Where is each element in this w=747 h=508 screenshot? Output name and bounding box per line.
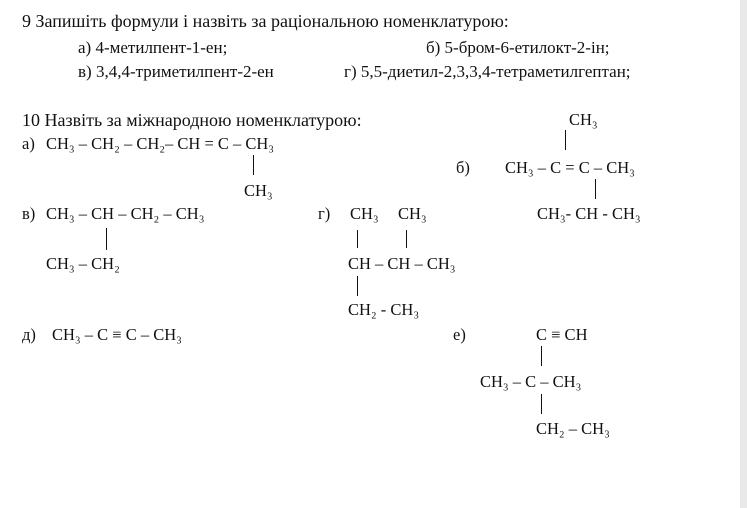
formula-v-bond [106, 228, 107, 250]
task9-item-a: а) 4-метилпент-1-ен; [78, 38, 228, 57]
formula-g-bond-1 [357, 230, 358, 248]
formula-v-main: CH₃ – CH – CH₂ – CH₃ [46, 204, 205, 223]
formula-a-sub: CH₃ [244, 181, 273, 200]
formula-b-main: CH₃ – C = C – CH₃ [505, 158, 635, 177]
formula-g-top1: CH₃ [350, 204, 379, 223]
formula-b-label: б) [456, 158, 470, 177]
formula-b-sub: CH₃- CH - CH₃ [537, 204, 641, 223]
formula-b-bond-top [565, 130, 566, 150]
formula-a-label: а) [22, 134, 35, 153]
task9-item-v: в) 3,4,4-триметилпент-2-ен [78, 62, 274, 81]
formula-e-label: е) [453, 325, 466, 344]
formula-v-sub: CH₃ – CH₂ [46, 254, 120, 273]
formula-b-bond-bottom [595, 179, 596, 199]
formula-b-top: CH₃ [569, 110, 598, 129]
formula-e-sub: CH₂ – CH₃ [536, 419, 610, 438]
formula-g-main: CH – CH – CH₃ [348, 254, 456, 273]
formula-v-label: в) [22, 204, 36, 223]
formula-g-label: г) [318, 204, 331, 223]
formula-g-bond-3 [357, 276, 358, 296]
task9-title: 9 Запишіть формули і назвіть за раціональною номенклатурою: [22, 11, 509, 31]
page-edge [740, 0, 747, 508]
formula-e-main: CH₃ – C – CH₃ [480, 372, 582, 391]
formula-g-sub: CH₂ - CH₃ [348, 300, 420, 319]
formula-d-label: д) [22, 325, 36, 344]
formula-e-bond-bottom [541, 394, 542, 414]
formula-a-bond [253, 155, 254, 175]
formula-d-main: CH₃ – C ≡ C – CH₃ [52, 325, 182, 344]
formula-a-main: CH₃ – CH₂ – CH₂– CH = C – CH₃ [46, 134, 275, 153]
task9-item-b: б) 5-бром-6-етилокт-2-ін; [426, 38, 610, 57]
task10-title: 10 Назвіть за міжнародною номенклатурою: [22, 110, 362, 130]
formula-e-bond-top [541, 346, 542, 366]
formula-g-bond-2 [406, 230, 407, 248]
formula-g-top2: CH₃ [398, 204, 427, 223]
task9-item-g: г) 5,5-диетил-2,3,3,4-тетраметилгептан; [344, 62, 631, 81]
formula-e-top: C ≡ CH [536, 325, 588, 344]
